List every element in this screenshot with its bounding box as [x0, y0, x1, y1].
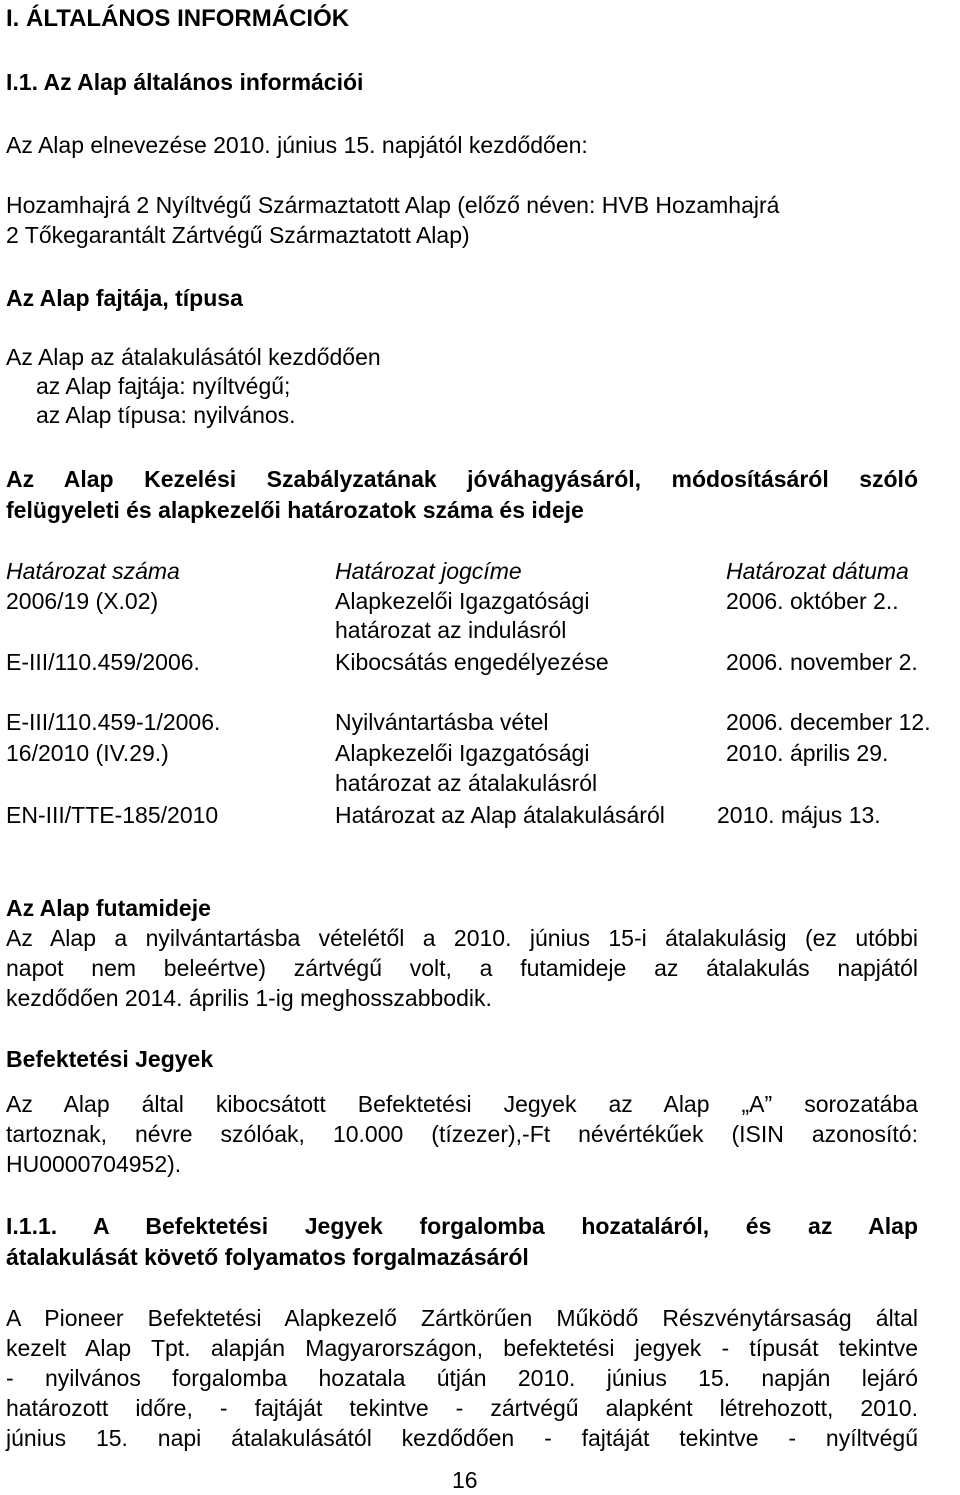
resolution-date: 2006. november 2. [726, 649, 918, 675]
type-heading: Az Alap fajtája, típusa [6, 285, 243, 311]
subsection-line2: kezelt Alap Tpt. alapján Magyarországon, befektetési jegyek - típusát tekintve [6, 1335, 918, 1361]
type-line3: az Alap típusa: nyilvános. [36, 402, 296, 428]
column-header-title: Határozat jogcíme [335, 558, 522, 584]
section-title: I. ÁLTALÁNOS INFORMÁCIÓK [6, 5, 350, 32]
resolution-title: Nyilvántartásba vétel [335, 709, 549, 735]
resolution-number: E-III/110.459/2006. [6, 649, 200, 675]
resolution-date: 2006. október 2.. [726, 588, 899, 614]
resolution-title-cont: határozat az átalakulásról [335, 770, 598, 796]
resolution-title-cont: határozat az indulásról [335, 617, 567, 643]
resolution-number: 16/2010 (IV.29.) [6, 740, 169, 766]
subsection-heading-line2: átalakulását követő folyamatos forgalmazásáról [6, 1244, 529, 1270]
resolution-number: E-III/110.459-1/2006. [6, 709, 221, 735]
subsection-line5: június 15. napi átalakulásától kezdődően - fajtáját tekintve - nyíltvégű [6, 1425, 918, 1451]
resolution-number: 2006/19 (X.02) [6, 588, 159, 614]
resolution-title: Kibocsátás engedélyezése [335, 649, 609, 675]
resolution-date: 2006. december 12. [726, 709, 931, 735]
resolution-title: Alapkezelői Igazgatósági [335, 740, 590, 766]
name-intro: Az Alap elnevezése 2010. június 15. napjától kezdődően: [6, 132, 588, 158]
resolution-title: Határozat az Alap átalakulásáról [335, 802, 665, 828]
resolutions-heading-line2: felügyeleti és alapkezelői határozatok száma és ideje [6, 497, 584, 523]
duration-line2: napot nem beleértve) zártvégű volt, a futamideje az átalakulás napjától [6, 955, 918, 981]
resolutions-heading-line1: Az Alap Kezelési Szabályzatának jóváhagyásáról, módosításáról szóló [6, 466, 918, 492]
column-header-date: Határozat dátuma [726, 558, 909, 584]
duration-heading: Az Alap futamideje [6, 895, 211, 921]
subsection-title: I.1. Az Alap általános információi [6, 69, 364, 95]
resolution-number: EN-III/TTE-185/2010 [6, 802, 219, 828]
resolution-date: 2010. április 29. [726, 740, 889, 766]
units-line3: HU0000704952). [6, 1151, 182, 1177]
resolution-date: 2010. május 13. [717, 802, 881, 828]
subsection-line1: A Pioneer Befektetési Alapkezelő Zártkörűen Működő Részvénytársaság által [6, 1305, 918, 1331]
type-line1: Az Alap az átalakulásától kezdődően [6, 344, 381, 370]
fund-name-line2: 2 Tőkegarantált Zártvégű Származtatott Alap) [6, 222, 470, 248]
resolution-title: Alapkezelői Igazgatósági [335, 588, 590, 614]
duration-line3: kezdődően 2014. április 1-ig meghosszabbodik. [6, 985, 492, 1011]
fund-name-line1: Hozamhajrá 2 Nyíltvégű Származtatott Alap (előző néven: HVB Hozamhajrá [6, 192, 780, 218]
duration-line1: Az Alap a nyilvántartásba vételétől a 2010. június 15-i átalakulásig (ez utóbbi [6, 925, 918, 951]
page-number: 16 [452, 1467, 478, 1493]
type-line2: az Alap fajtája: nyíltvégű; [36, 373, 291, 399]
units-heading: Befektetési Jegyek [6, 1046, 214, 1072]
units-line1: Az Alap által kibocsátott Befektetési Jegyek az Alap „A” sorozatába [6, 1091, 918, 1117]
subsection-heading-line1: I.1.1. A Befektetési Jegyek forgalomba hozataláról, és az Alap [6, 1213, 918, 1239]
units-line2: tartoznak, névre szólóak, 10.000 (tízezer),-Ft névértékűek (ISIN azonosító: [6, 1121, 918, 1147]
column-header-number: Határozat száma [6, 558, 180, 584]
subsection-line3: - nyilvános forgalomba hozatala útján 2010. június 15. napján lejáró [6, 1365, 918, 1391]
subsection-line4: határozott időre, - fajtáját tekintve - zártvégű alapként létrehozott, 2010. [6, 1395, 918, 1421]
